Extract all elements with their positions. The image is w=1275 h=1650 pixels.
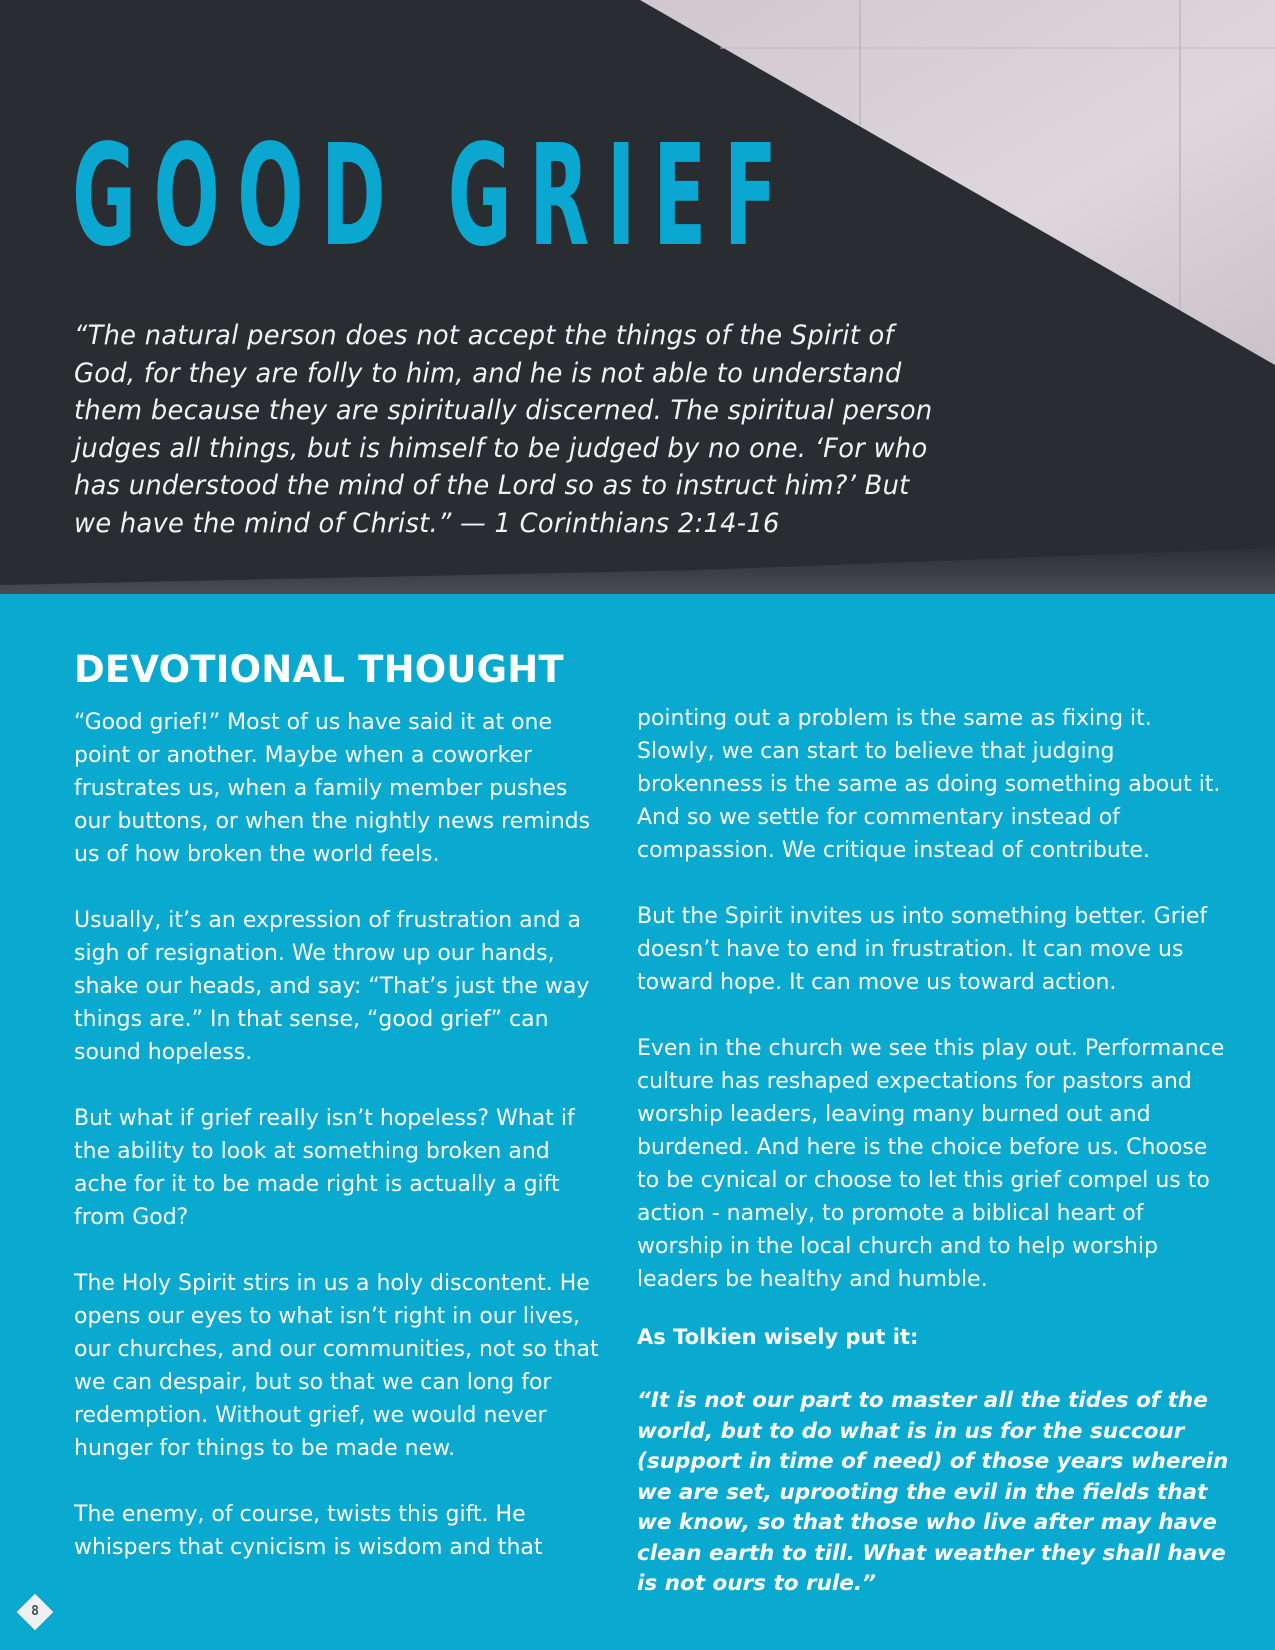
paragraph: The enemy, of course, twists this gift. He whispers that cynicism is wisdom and that — [74, 1502, 543, 1560]
page-number-badge — [17, 1594, 53, 1630]
paragraph: But what if grief really isn’t hopeless? What if the ability to look at something broken and ache for it to be made right is actually a gift from God? — [74, 1106, 575, 1230]
section-heading: DEVOTIONAL THOUGHT — [74, 648, 564, 691]
right-column — [637, 702, 1232, 1633]
scripture-quote: “The natural person does not accept the things of the Spirit of God, for they are folly to him, and he is not able to understand them because they are spiritually discerned. The spiritual person judges all things, but is himself to be judged by no one. ‘For who has understood the mind of the Lord so as to instruct him?’ But we have the mind of Christ.” — 1 Corinthians 2:14-16 — [74, 320, 933, 539]
paragraph: pointing out a problem is the same as fixing it. Slowly, we can start to believe that judging brokenness is the same as doing something about it. And so we settle for commentary instead of compassion. We critique instead of contribute. — [637, 706, 1221, 863]
paragraph: “Good grief!” Most of us have said it at one point or another. Maybe when a coworker frustrates us, when a family member pushes our buttons, or when the nightly news reminds us of how broken the world feels. — [74, 710, 591, 867]
paragraph: The Holy Spirit stirs in us a holy discontent. He opens our eyes to what isn’t right in our lives, our churches, and our communities, not so that we can despair, but so that we can long for redemption. Without grief, we would never hunger for things to be made new. — [74, 1271, 599, 1461]
page-number: 8 — [31, 1604, 39, 1619]
tolkien-label: As Tolkien wisely put it: — [637, 1325, 919, 1349]
paragraph: Even in the church we see this play out. Performance culture has reshaped expectations for pastors and worship leaders, leaving many burned out and burdened. And here is the choice before us. Choose to be cynical or choose to let this grief compel us to action - namely, to promote a biblical heart of worship in the local church and to help worship leaders be healthy and humble. — [637, 1036, 1225, 1292]
page-title: GOOD GRIEF — [72, 115, 795, 278]
paragraph: But the Spirit invites us into something better. Grief doesn’t have to end in frustration. It can move us toward hope. It can move us toward action. — [637, 904, 1208, 995]
left-column — [74, 706, 609, 1597]
paragraph: Usually, it’s an expression of frustration and a sigh of resignation. We throw up our hands, shake our heads, and say: “That’s just the way things are.” In that sense, “good grief” can sound hopeless. — [74, 908, 590, 1065]
hero-banner — [0, 0, 1275, 594]
tolkien-quote: “It is not our part to master all the tides of the world, but to do what is in us for the succour (support in time of need) of those years wherein we are set, uprooting the evil in the fields that we know, so that those who live after may have clean earth to till. What weather they shall have is not ours to rule.” — [637, 1388, 1229, 1596]
